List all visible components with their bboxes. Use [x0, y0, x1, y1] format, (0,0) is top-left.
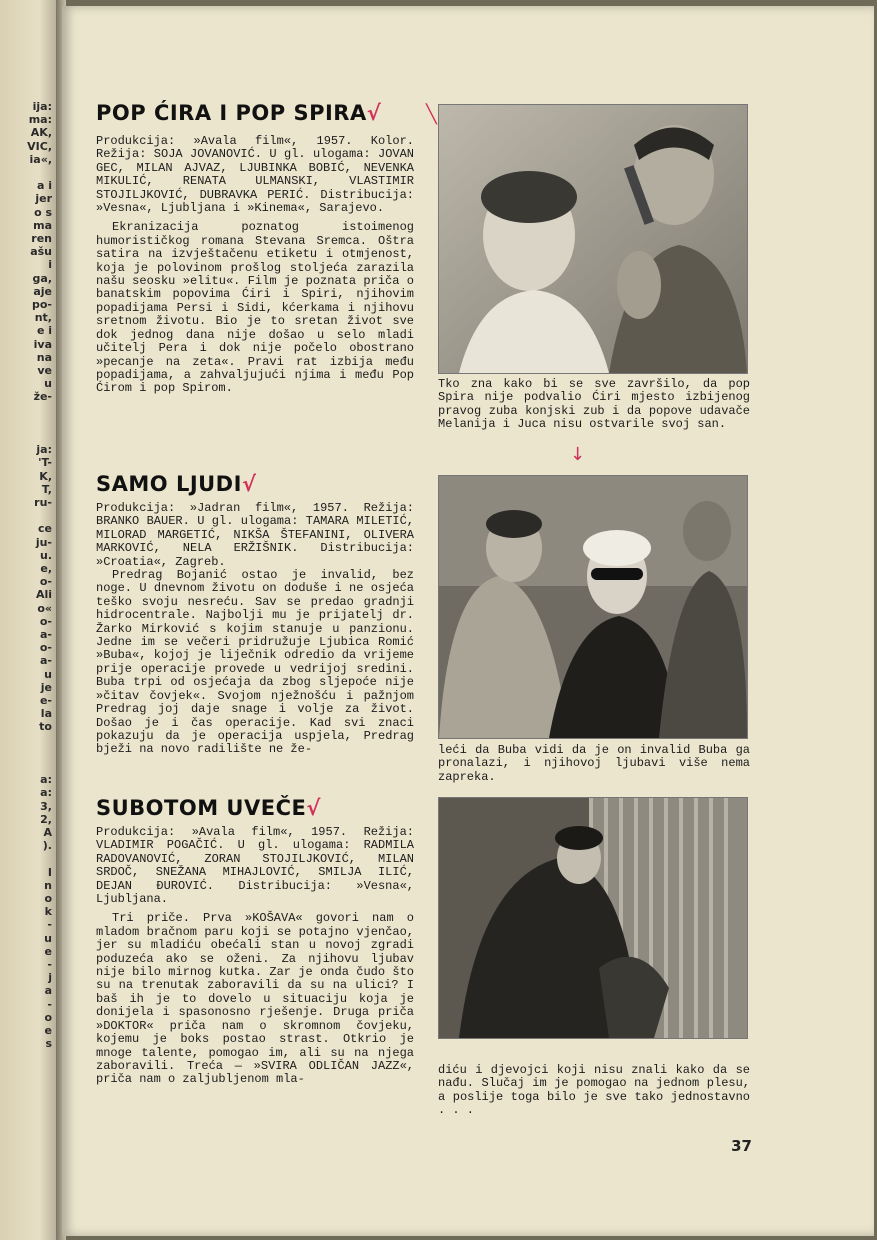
facing-page-text-fragment: u — [44, 667, 52, 681]
article-samo-ljudi — [96, 472, 414, 757]
facing-page-text-fragment: ga, — [32, 271, 52, 285]
facing-page-text-fragment: 3, — [40, 799, 52, 813]
facing-page-text-fragment: j — [48, 971, 52, 985]
facing-page-text-fragment: ija: — [32, 100, 52, 113]
facing-page-text-fragment: u. — [39, 548, 52, 562]
check-mark-icon: √ — [306, 796, 321, 820]
facing-page-text-fragment: a: — [40, 786, 52, 800]
facing-page-text-fragment: s — [45, 1037, 52, 1051]
facing-page-edge — [0, 0, 56, 1240]
facing-page-text-fragment: e — [44, 944, 52, 958]
photo-caption: leći da Buba vidi da je on invalid Buba ga pronalazi, i njihovoj ljubavi više nema zapreka. — [438, 743, 750, 784]
facing-page-text-fragment: T, — [41, 482, 52, 496]
facing-page-text-fragment: K, — [39, 469, 52, 483]
facing-page-text-fragment: ašu — [30, 245, 52, 259]
photo-caption: diću i djevojci koji nisu znali kako da se nađu. Slučaj im je pomogao na jednom plesu, a poslije toga bilo je sve tako jednostavno . . . — [438, 1063, 750, 1118]
facing-page-text-fragment: e — [44, 1024, 52, 1037]
facing-page-text-fragment: Ali — [35, 588, 52, 602]
facing-page-text-fragment: a i — [36, 179, 52, 193]
facing-page-text-fragment: 'T- — [38, 456, 52, 470]
article-text — [96, 826, 414, 1087]
pen-mark-icon: ↓ — [570, 444, 586, 465]
facing-page-text-fragment: A — [43, 826, 52, 839]
check-mark-icon: √ — [366, 101, 382, 125]
facing-page-text-fragment: ja: — [36, 443, 52, 457]
article-body: Ekranizacija poznatog istoimenog humorističkog romana Stevana Sremca. Oštra satira na izvještačenu etiketu i otmjenost, koja je polovinom prošlog stoljeća zarazila našu seosku »elitu«. Film je poznata priča o banatskim popovima Ćiri i Spiri, njihovim popadijama Persi i Sidi, kćerkama i njihovu sretnom životu. Bio je to sretan život sve dok jednog dana nije došao u selo mladi učitelj Pera i dok nije počelo obostrano »pecanje na zeta«. Pravi rat izbija među popadijama, a zahvaljujući njima i među Pop Ćirom i pop Spirom. — [96, 220, 414, 396]
facing-page-text-fragment: la — [40, 707, 52, 721]
facing-page-text-fragment: o s — [34, 205, 52, 219]
page-number: 37 — [731, 1137, 752, 1155]
article-title: POP ĆIRA I POP SPIRA√ — [96, 101, 382, 125]
article-subotom-uvece — [96, 796, 414, 1087]
facing-page-text-fragment: a: — [40, 773, 52, 787]
article-title: SAMO LJUDI√ — [96, 472, 257, 496]
facing-page-text-fragment: iva — [33, 337, 52, 351]
facing-page-text-fragment: i — [48, 258, 52, 272]
facing-page-text-fragment: 2, — [40, 812, 52, 826]
facing-page-text-fragment: I — [47, 865, 52, 879]
facing-page-text-fragment: aje — [33, 284, 52, 298]
production-credits: Produkcija: »Jadran film«, 1957. Režija: BRANKO BAUER. U gl. ulogama: TAMARA MILETIĆ, MILORAD MARGETIĆ, NIKŠA ŠTEFANINI, OLIVERA MARKOVIĆ, NELA ERŽIŠNIK. Distribucija: »Croatia«, Zagreb. — [96, 501, 414, 569]
facing-page-text-fragment: ju- — [35, 535, 52, 549]
article-title: SUBOTOM UVEČE√ — [96, 796, 321, 820]
photo-caption: Tko zna kako bi se sve završilo, da pop Spira nije podvalio Ćiri mjesto izbijenog pravog zuba konjski zub i da popove udavače Melanija i Juca nisu ostvarile svoj san. — [438, 377, 750, 432]
facing-page-text-fragment: o — [44, 1010, 52, 1024]
facing-page-text-fragment: o- — [39, 641, 52, 655]
facing-page-text-fragment: že- — [33, 390, 52, 404]
facing-page-text-fragment: ma: — [28, 113, 52, 127]
facing-page-text-fragment: e, — [40, 562, 52, 575]
pen-mark-icon: ╲ — [426, 104, 437, 125]
article-text — [96, 502, 414, 757]
facing-page-text-fragment: ma — [33, 218, 52, 232]
facing-page-text-fragment: ce — [38, 522, 52, 536]
facing-page-text-fragment: k — [44, 905, 52, 919]
check-mark-icon: √ — [241, 472, 257, 496]
facing-page-text-fragment: o- — [39, 575, 52, 589]
facing-page-text-fragment: je — [40, 680, 52, 694]
facing-page-text-fragment: ren — [31, 232, 52, 245]
article-text — [96, 135, 414, 396]
facing-page-text-fragment: a — [44, 984, 52, 998]
article-body: Predrag Bojanić ostao je invalid, bez noge. U dnevnom životu on doduše i ne osjeća teško svoju nesreću. Sav se predao gradnji hidrocentrale. Najbolji mu je prijatelj dr. Žarko Mirković s kojim stanuje u panzionu. Jedne im se večeri pridružuje Ljubica Romić »Buba«, kojoj je liječnik odredio da vrijeme prije operacije provede u vedrijoj sredini. Buba trpi od osjećaja da zbog sljepoće nije »čitav čovjek«. Svojom nježnošću i pažnjom Predrag joj daje snage i volje za život. Došao je i čas operacije. Kad svi znaci pokazuju da je operacija uspjela, Predrag bježi na novo radilište ne že- — [96, 568, 414, 757]
facing-page-text-fragment: to — [39, 720, 52, 734]
facing-page-text-fragment: ia«, — [29, 152, 52, 166]
facing-page-text-fragment: na — [36, 350, 52, 364]
facing-page-text-fragment: VIC, — [27, 139, 52, 153]
film-still-photo — [438, 475, 748, 739]
facing-page-text-fragment: ). — [42, 839, 52, 853]
facing-page-text-fragment: a- — [40, 628, 52, 641]
facing-page-text-fragment: jer — [35, 192, 52, 206]
facing-page-text-fragment: po- — [32, 298, 52, 311]
facing-page-text-fragment: AK, — [30, 126, 52, 140]
article-body: Tri priče. Prva »KOŠAVA« govori nam o mladom bračnom paru koji se potajno vjenčao, jer su mladiću obećali stan u novoj zgradi poduzeća ako se oženi. Za njihovu ljubav nije bilo mirnog kutka. Zar je onda čudo što su na trenutak zaboravili da su na ulici? I baš ih je to dovelo u situaciju koja je donijela i spasonosno rješenje. Druga priča »DOKTOR« priča nam o skromnom čovjeku, kojemu je boks postao strast. Otkrio je mnoge talente, pomogao im, ali su na njega zaboravili. Treća — »SVIRA ODLIČAN JAZZ«, priča nam o zaljubljenom mla- — [96, 911, 414, 1087]
facing-page-text-fragment: - — [47, 958, 52, 971]
facing-page-text-fragment: ru- — [34, 496, 52, 509]
magazine-page — [62, 6, 874, 1236]
facing-page-text-fragment: u — [44, 931, 52, 945]
facing-page-text-fragment: - — [47, 918, 52, 932]
facing-page-text-fragment: o« — [37, 601, 52, 615]
facing-page-text-fragment: o- — [39, 614, 52, 628]
facing-page-text-fragment: ve — [37, 364, 52, 377]
facing-page-text-fragment: n — [44, 878, 52, 892]
film-still-photo — [438, 104, 748, 374]
facing-page-text-fragment: e- — [39, 694, 52, 707]
facing-page-text-fragment: nt, — [34, 311, 52, 325]
production-credits: Produkcija: »Avala film«, 1957. Kolor. Režija: SOJA JOVANOVIĆ. U gl. ulogama: JOVAN GEC, MILAN AJVAZ, LJUBINKA BOBIĆ, NEVENKA MIKULIĆ, RENATA ULMANSKI, VLASTIMIR STOJILJKOVIĆ, DUBRAVKA PERIĆ. Distribucija: »Vesna«, Ljubljana i »Kinema«, Sarajevo. — [96, 134, 414, 216]
facing-page-text-fragment: - — [47, 997, 52, 1011]
facing-page-text-fragment: u — [44, 377, 52, 391]
facing-page-text-fragment: o — [44, 892, 52, 905]
facing-page-text-fragment: a- — [40, 654, 52, 668]
film-still-photo — [438, 797, 748, 1039]
production-credits: Produkcija: »Avala film«, 1957. Režija: VLADIMIR POGAČIĆ. U gl. ulogama: RADMILA RADOVANOVIĆ, ZORAN STOJILJKOVIĆ, MILAN SRDOČ, SNEŽANA MIHAJLOVIĆ, SMILJA ILIĆ, DEJAN ĐUROVIĆ. Distribucija: »Vesna«, Ljubljana. — [96, 825, 414, 907]
facing-page-text-fragment: e i — [36, 324, 52, 338]
article-pop-cira — [96, 101, 414, 396]
